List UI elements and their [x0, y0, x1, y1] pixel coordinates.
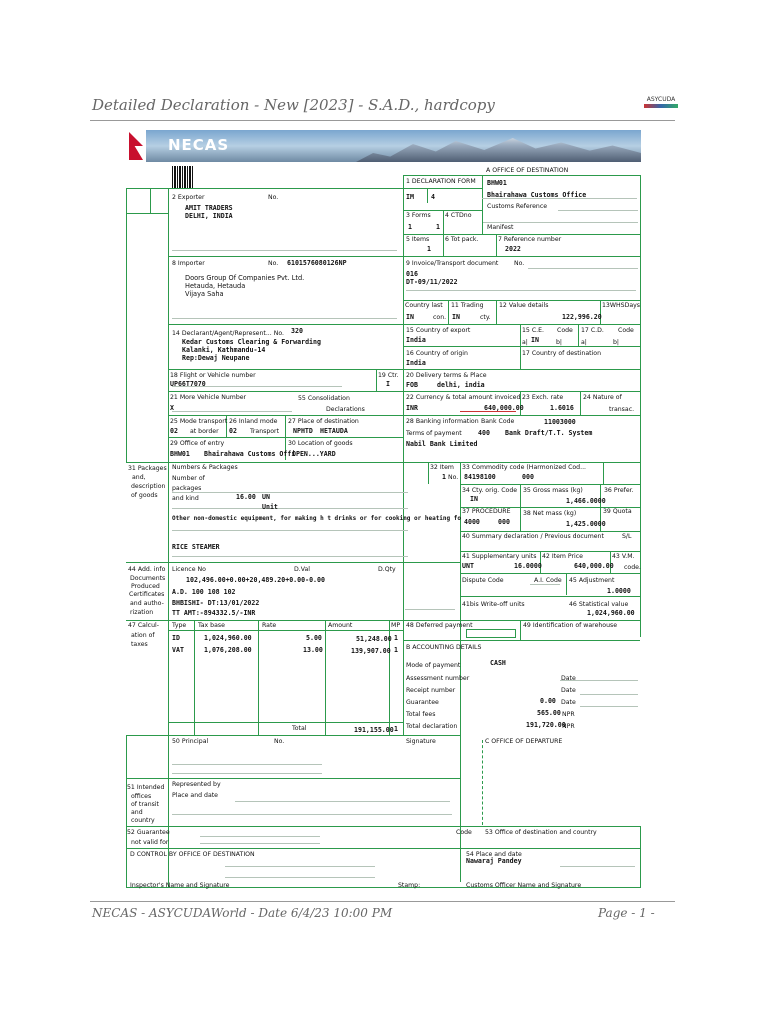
assessment-label: Assessment number	[406, 675, 470, 682]
adjustment-label: 45 Adjustment	[569, 577, 615, 584]
receipt-label: Receipt number	[406, 687, 456, 694]
nature-label: 24 Nature of	[583, 394, 622, 401]
add-info-line-3: BHBISHI- DT:13/01/2022	[172, 599, 260, 607]
invoice-label: 9 Invoice/Transport document	[406, 260, 499, 267]
certificates-label: Certificates	[129, 591, 165, 598]
tax1-mp: 1	[394, 634, 398, 642]
add-info-line-2: A.D. 100 108 102	[172, 588, 236, 596]
deferred-label: 48 Deferred payment	[406, 622, 473, 629]
transac-label: transac.	[609, 406, 635, 413]
code-52-label: Code	[456, 829, 472, 836]
invoice-code: 016	[406, 270, 418, 278]
packages-goods-label: of goods	[131, 492, 158, 499]
importer-no-label: No.	[268, 260, 279, 267]
departure-label: C OFFICE OF DEPARTURE	[485, 738, 563, 745]
add-info-line-4: TT AMT:-894332.5/-INR	[172, 609, 256, 617]
item-price-label: 42 Item Price	[542, 553, 583, 560]
item-price: 640,000.00	[574, 562, 614, 570]
cty-label: cty.	[480, 314, 491, 321]
office-name: Bhairahawa Customs Office	[487, 191, 587, 199]
country-origin-label: 16 Country of origin	[406, 350, 468, 357]
importer-label: 8 Importer	[172, 260, 205, 267]
procedure-label: 37 PROCEDURE	[462, 508, 511, 515]
importer-address: Hetauda, Hetauda	[185, 282, 246, 290]
tax-rate-header: Rate	[262, 622, 277, 629]
footer-divider	[90, 901, 675, 902]
tax-amount-header: Amount	[328, 622, 353, 629]
commodity-code-2: 000	[522, 473, 534, 481]
exporter-label: 2 Exporter	[172, 194, 205, 201]
forms-label: 3 Forms	[406, 212, 431, 219]
packages-desc-label: description	[131, 483, 166, 490]
currency: INR	[406, 404, 418, 412]
tax1-rate: 5.00	[306, 634, 322, 642]
licence-label: Licence No	[172, 566, 206, 573]
guarantee-value: 0.00	[540, 697, 556, 705]
manifest-label: Manifest	[487, 224, 514, 231]
asycuda-logo: ASYCUDA	[644, 96, 678, 108]
officer-signature-label: Customs Officer Name and Signature	[466, 882, 582, 889]
decl-type-1: IM	[406, 193, 414, 201]
vm-label: 43 V.M.	[612, 553, 635, 560]
cd-b-label: b|	[613, 339, 620, 346]
supp-units-label: 41 Supplementary units	[462, 553, 537, 560]
forms-a: 1	[408, 223, 412, 231]
marks-label: Numbers & Packages	[172, 464, 238, 471]
office-entry-label: 29 Office of entry	[170, 440, 225, 447]
vm-code-label: code.	[624, 564, 641, 571]
country-export-label: 15 Country of export	[406, 327, 471, 334]
quota-label: 39 Quota	[603, 508, 632, 515]
dqty-label: D.Qty	[378, 566, 396, 573]
value-details-label: 12 Value details	[499, 302, 549, 309]
prefer-label: 36 Prefer.	[604, 487, 634, 494]
location-label: 30 Location of goods	[288, 440, 353, 447]
warehouse-label: 49 Identification of warehouse	[523, 622, 618, 629]
summary-decl-label: 40 Summary declaration / Previous document	[462, 533, 604, 540]
assessment-date-label: Date	[561, 675, 576, 682]
items-label: 5 Items	[406, 236, 430, 243]
consolidation-label: 55 Consolidation	[298, 395, 350, 402]
packages-label-2: packages	[172, 485, 202, 492]
bank-code-label: Bank Code	[481, 418, 515, 425]
ai-code-label: A.I. Code	[534, 577, 562, 584]
country-label: country	[131, 817, 155, 824]
mountain-graphic	[356, 132, 641, 162]
transport-label: Transport	[250, 428, 280, 435]
tax1-base: 1,024,960.00	[204, 634, 252, 642]
represented-label: Represented by	[172, 781, 221, 788]
adjustment-value: 1.0000	[607, 587, 631, 595]
tax-type-header: Type	[172, 622, 187, 629]
place-dest: HETAUDA	[320, 427, 348, 435]
ce-code-label: Code	[557, 327, 573, 334]
ctd-label: 4 CTDno	[445, 212, 472, 219]
mode-transport: 02	[170, 427, 178, 435]
tax1-amount: 51,248.00	[356, 635, 392, 643]
officer-name: Nawaraj Pandey	[466, 857, 522, 865]
cd-label: 17 C.D.	[581, 327, 604, 334]
delivery-term: FOB	[406, 381, 418, 389]
tax2-base: 1,076,208.00	[204, 646, 252, 654]
gross-mass: 1,466.0000	[566, 497, 606, 505]
deferred-field[interactable]	[466, 629, 516, 638]
intended-label: 51 Intended	[127, 784, 165, 791]
offices-label: offices	[131, 793, 152, 800]
declarant-label: 14 Declarant/Agent/Represent... No.	[172, 330, 284, 337]
mode-payment: CASH	[490, 659, 506, 667]
calc-label: 47 Calcul-	[128, 622, 159, 629]
amount-invoiced: 640,000.00	[484, 404, 524, 412]
inspector-label: Inspector's Name and Signature	[130, 882, 230, 889]
packages-label: 31 Packages	[128, 465, 167, 472]
place-dest-label: 27 Place of destination	[288, 418, 359, 425]
tax2-rate: 13.00	[303, 646, 323, 654]
importer-person: Vijaya Saha	[185, 290, 224, 298]
declarant-name: Kedar Customs Clearing & Forwarding	[182, 338, 321, 346]
guarantee-date-label: Date	[561, 699, 576, 706]
item-number: 1	[442, 473, 446, 481]
cd-a-label: a|	[581, 339, 587, 346]
gross-mass-label: 35 Gross mass (kg)	[523, 487, 583, 494]
principal-no-label: No.	[274, 738, 285, 745]
decl-type-2: 4	[431, 193, 435, 201]
documents-label: Documents	[130, 575, 166, 582]
total-decl-label: Total declaration	[406, 723, 458, 730]
delivery-place: delhi, india	[437, 381, 485, 389]
banner-title: NECAS	[168, 136, 230, 154]
pack-unit: UN	[262, 493, 270, 501]
commodity-code: 84198100	[464, 473, 496, 481]
total-tax: 191,155.00	[354, 726, 394, 734]
ctr-value: I	[386, 380, 390, 388]
npr-2: NPR	[562, 723, 575, 730]
exch-rate: 1.6016	[550, 404, 574, 412]
banking-label: 28 Banking information	[406, 418, 479, 425]
location-goods: OPEN...YARD	[292, 450, 336, 458]
procedure-code-2: 000	[498, 518, 510, 526]
more-vehicle-label: 21 More Vehicle Number	[170, 394, 247, 401]
exporter-no-label: No.	[268, 194, 279, 201]
receipt-date-label: Date	[561, 687, 576, 694]
country-last-label: Country last	[405, 302, 443, 309]
ce-b-label: b|	[556, 339, 563, 346]
delivery-label: 20 Delivery terms & Place	[406, 372, 487, 379]
refno-value: 2022	[505, 245, 521, 253]
tax2-amount: 139,907.00	[351, 647, 391, 655]
items-value: 1	[427, 245, 431, 253]
terms-payment: Bank Draft/T.T. System	[505, 429, 593, 437]
country-origin: India	[406, 359, 426, 367]
mode-transport-label: 25 Mode transport	[170, 418, 228, 425]
and-label: and	[131, 809, 143, 816]
accounting-label: B ACCOUNTING DETAILS	[406, 644, 482, 651]
value-details: 122,996.20	[562, 313, 602, 321]
goods-name: RICE STEAMER	[172, 543, 220, 551]
principal-label: 50 Principal	[172, 738, 209, 745]
net-mass: 1,425.0000	[566, 520, 606, 528]
trading-label: 11 Trading	[451, 302, 484, 309]
barcode-icon	[172, 166, 194, 188]
tot-pack-label: 6 Tot pack.	[445, 236, 479, 243]
office-destination-label: A OFFICE OF DESTINATION	[486, 167, 569, 174]
invoice-no-label: No.	[514, 260, 525, 267]
stat-value: 1,024,960.00	[587, 609, 635, 617]
pack-count: 16.00	[236, 493, 256, 501]
ctr-label: 19 Ctr.	[378, 372, 399, 379]
control-label: D CONTROL BY OFFICE OF DESTINATION	[130, 851, 255, 858]
npr-1: NPR	[562, 711, 575, 718]
supp-unit: UNT	[462, 562, 474, 570]
item-label: 32 Item	[430, 464, 454, 471]
tax1-type: ID	[172, 634, 180, 642]
orig-code-label: 34 Cty. orig. Code	[462, 487, 518, 494]
header-divider	[90, 120, 675, 121]
customs-ref-label: Customs Reference	[487, 203, 548, 210]
packages-and-label: and,	[132, 474, 146, 481]
con-label: con.	[433, 314, 447, 321]
country-last: IN	[406, 313, 414, 321]
and-autho-label: and autho-	[130, 600, 164, 607]
unit-label: Unit	[262, 503, 278, 511]
invoice-date: DT-09/11/2022	[406, 278, 458, 286]
ation-label: ation of	[131, 632, 155, 639]
ce-code: IN	[531, 336, 539, 344]
footer-page-number: Page - 1 -	[598, 906, 655, 920]
exporter-name: AMIT TRADERS	[185, 204, 233, 212]
signature-label: Signature	[406, 738, 436, 745]
item-no-label: No.	[448, 474, 459, 481]
place-date-54-label: 54 Place and date	[466, 851, 522, 858]
orig-code: IN	[470, 495, 478, 503]
country-export: India	[406, 336, 426, 344]
commodity-label: 33 Commodity code (Harmonized Cod...	[462, 464, 587, 471]
place-dest-code: NPHTD	[293, 427, 313, 435]
total-fees: 565.00	[537, 709, 561, 717]
produced-label: Produced	[131, 583, 160, 590]
procedure-code: 4000	[464, 518, 480, 526]
rization-label: rization	[130, 609, 154, 616]
currency-label: 22 Currency & total amount invoiced	[406, 394, 521, 401]
bank-name: Nabil Bank Limited	[406, 440, 478, 448]
importer-name: Doors Group Of Companies Pvt. Ltd.	[185, 274, 305, 282]
goods-description: Other non-domestic equipment, for making h t drinks or for cooking or heating fo	[172, 515, 461, 522]
declarant-number: 320	[291, 327, 303, 335]
office-entry-code: BHW01	[170, 450, 190, 458]
taxes-label: taxes	[131, 641, 148, 648]
net-mass-label: 38 Net mass (kg)	[523, 510, 577, 517]
not-valid-label: not valid for	[131, 839, 169, 846]
page-header-title: Detailed Declaration - New [2023] - S.A.D., hardcopy	[92, 96, 495, 114]
exch-rate-label: 23 Exch. rate	[522, 394, 564, 401]
tax2-mp: 1	[394, 646, 398, 654]
inland-mode: 02	[229, 427, 237, 435]
dispute-code-label: Dispute Code	[462, 577, 504, 584]
declarant-address: Kalanki, Kathmandu-14	[182, 346, 266, 354]
at-border-label: at border	[190, 428, 219, 435]
office-dest-53-label: 53 Office of destination and country	[485, 829, 597, 836]
number-of-label: Number of	[172, 475, 205, 482]
total-declaration: 191,720.00	[526, 721, 566, 729]
cd-code-label: Code	[618, 327, 634, 334]
total-fees-label: Total fees	[406, 711, 436, 718]
tax2-type: VAT	[172, 646, 184, 654]
terms-code: 400	[478, 429, 490, 437]
exporter-address: DELHI, INDIA	[185, 212, 233, 220]
flight-number: UP66T7070	[170, 380, 206, 388]
refno-label: 7 Reference number	[498, 236, 562, 243]
more-vehicle: X	[170, 404, 174, 412]
tax-base-header: Tax base	[198, 622, 225, 629]
office-code: BHW01	[487, 179, 507, 187]
declarations-label: Declarations	[326, 406, 365, 413]
footer-left: NECAS - ASYCUDAWorld - Date 6/4/23 10:00 PM	[92, 906, 393, 920]
place-date-label: Place and date	[172, 792, 218, 799]
country-dest-label: 17 Country of destination	[522, 350, 601, 357]
ce-label: 15 C.E.	[522, 327, 545, 334]
inland-mode-label: 26 Inland mode	[229, 418, 278, 425]
necas-banner	[126, 130, 641, 162]
trading-country: IN	[452, 313, 460, 321]
sl-label: S/L	[622, 533, 632, 540]
add-info-line-1: 102,496.00+0.00+20,489.20+0.00-0.00	[186, 576, 325, 584]
whs-days-label: 13WHSDays	[602, 302, 641, 309]
stamp-label: Stamp:	[398, 882, 421, 889]
stat-value-label: 46 Statistical value	[569, 601, 629, 608]
mode-payment-label: Mode of payment	[406, 662, 461, 669]
forms-b: 1	[436, 223, 440, 231]
importer-number: 6101576080126NP	[287, 259, 347, 267]
declarant-rep: Rep:Dewaj Neupane	[182, 354, 250, 362]
guarantee-52-label: 52 Guarantee	[127, 829, 170, 836]
office-entry: Bhairahawa Customs Offi	[204, 450, 296, 458]
writeoff-label: 41bis Write-off units	[462, 601, 525, 608]
and-kind-label: and kind	[172, 495, 199, 502]
add-info-label: 44 Add. info	[128, 566, 166, 573]
tax-mp-header: MP	[391, 622, 401, 629]
declaration-form-label: 1 DECLARATION FORM	[406, 178, 476, 185]
terms-label: Terms of payment	[406, 430, 462, 437]
of-transit-label: of transit	[131, 801, 159, 808]
flight-label: 18 Flight or Vehicle number	[170, 372, 256, 379]
ce-a-label: a|	[522, 339, 528, 346]
total-label: Total	[292, 725, 307, 732]
bank-code: 11003000	[544, 418, 576, 426]
dval-label: D.Val	[294, 566, 310, 573]
supp-qty: 16.0000	[514, 562, 542, 570]
guarantee-label: Guarantee	[406, 699, 439, 706]
total-mp: 1	[394, 725, 398, 733]
